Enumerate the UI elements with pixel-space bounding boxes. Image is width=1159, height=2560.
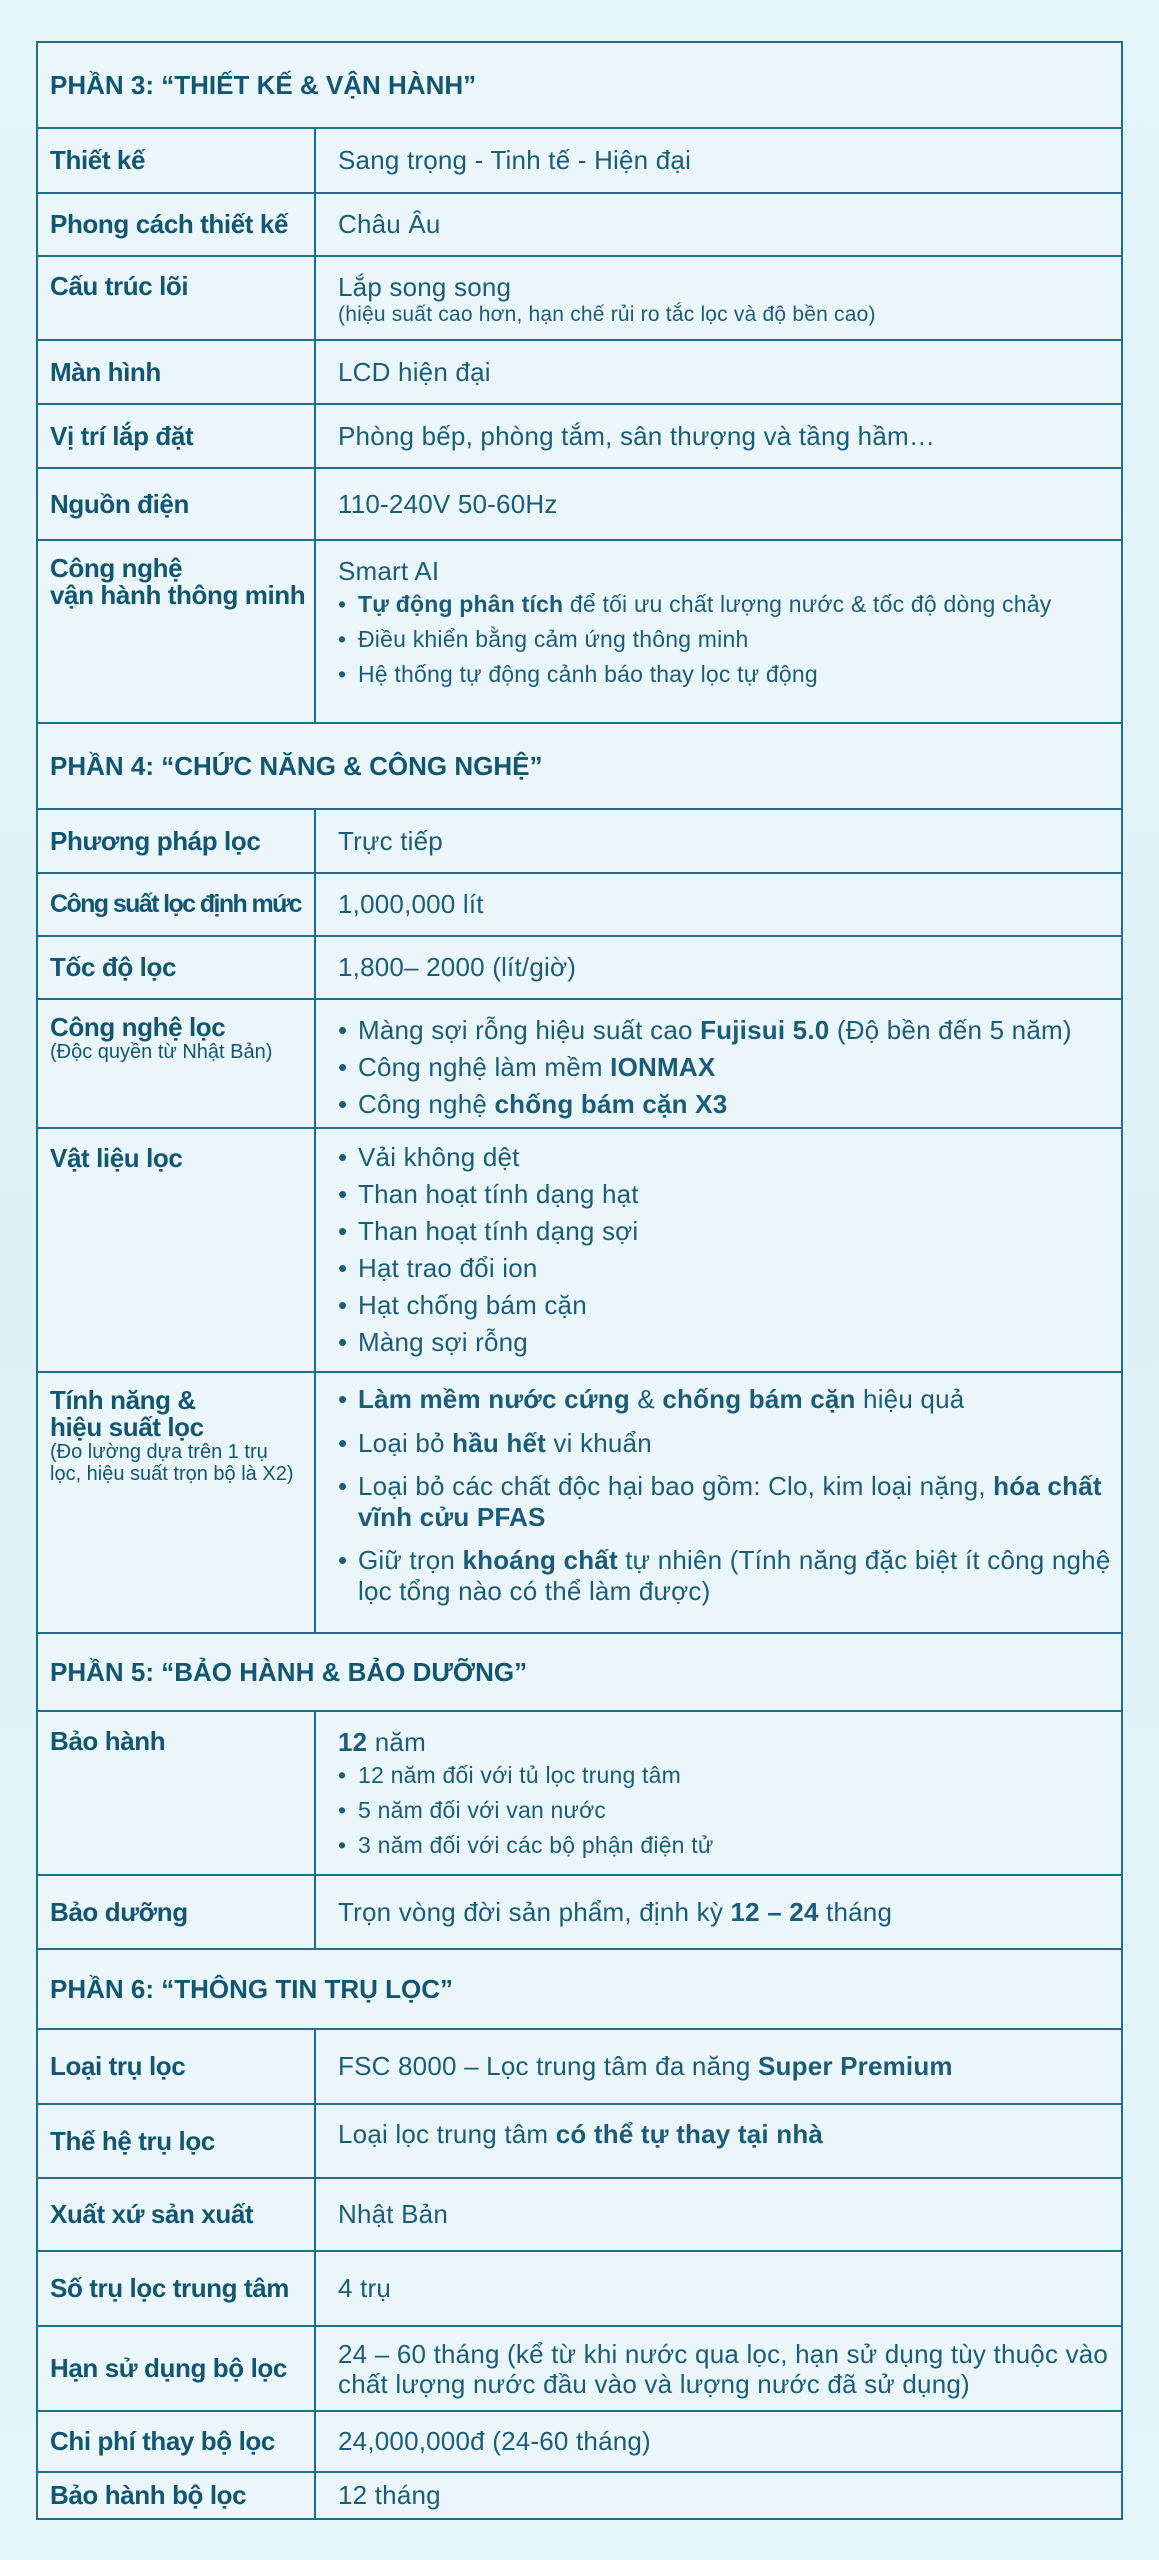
tech-bullets xyxy=(338,1012,1113,1123)
spec-row-generation xyxy=(38,2105,1121,2179)
spec-row-count xyxy=(38,2252,1121,2327)
smart-bullets xyxy=(338,587,1113,692)
spec-table xyxy=(36,41,1123,2520)
list-item: • Hạt chống bám cặn xyxy=(338,1287,1113,1324)
smart-label-line1: Công nghệ xyxy=(50,553,183,583)
bold-text: có thể tự thay tại nhà xyxy=(555,2119,824,2149)
spec-label: Nguồn điện xyxy=(38,469,316,539)
text: Trọn vòng đời sản phẩm, định kỳ xyxy=(338,1896,731,1927)
spec-label: Công suất lọc định mức xyxy=(38,874,316,935)
section-4-header xyxy=(38,724,1121,810)
list-item: • Than hoạt tính dạng hạt xyxy=(338,1176,1113,1213)
spec-label: Thiết kế xyxy=(38,129,316,192)
list-item: • Vải không dệt xyxy=(338,1139,1113,1176)
spec-label: Tốc độ lọc xyxy=(38,937,316,998)
spec-label: Vị trí lắp đặt xyxy=(38,405,316,467)
spec-value: 24 – 60 tháng (kể từ khi nước qua lọc, hạn sử dụng tùy thuộc vào chất lượng nước đầu vào và lượng nước đã sử dụng) xyxy=(338,2338,1109,2399)
spec-row-smart xyxy=(38,541,1121,724)
spec-row-power xyxy=(38,469,1121,541)
text: tháng xyxy=(818,1896,893,1927)
spec-value: Nhật Bản xyxy=(338,2199,449,2229)
text: Giữ trọn xyxy=(358,1545,463,1575)
spec-value xyxy=(338,1129,1113,1371)
spec-row-maintenance xyxy=(38,1876,1121,1950)
spec-value: 12 tháng xyxy=(338,2480,441,2510)
bold-text: khoáng chất xyxy=(462,1545,618,1575)
spec-value: Châu Âu xyxy=(338,209,441,239)
smart-value: Smart AI xyxy=(338,556,440,586)
spec-label: Bảo hành xyxy=(38,1712,316,1874)
spec-value xyxy=(338,2105,1113,2177)
spec-value: 110-240V 50-60Hz xyxy=(338,488,558,519)
bold-text: 12 xyxy=(338,1727,368,1757)
section-6-header xyxy=(38,1950,1121,2030)
text: để tối ưu chất lượng nước & tốc độ dòng chảy xyxy=(563,591,1052,617)
bold-text: hóa chất vĩnh cửu PFAS xyxy=(358,1471,1102,1532)
spec-value xyxy=(338,257,1113,339)
features-sub: (Đo lường dựa trên 1 trụ lọc, hiệu suất trọn bộ là X2) xyxy=(50,1441,294,1485)
spec-row-lifetime xyxy=(38,2327,1121,2412)
text: Công nghệ xyxy=(358,1089,495,1119)
spec-row-capacity xyxy=(38,874,1121,937)
spec-value xyxy=(338,1373,1113,1632)
bold-text: chống bám cặn xyxy=(662,1384,856,1414)
spec-row-cost xyxy=(38,2412,1121,2473)
section-5-title: PHẦN 5: “BẢO HÀNH & BẢO DƯỠNG” xyxy=(50,1656,528,1687)
section-4-title: PHẦN 4: “CHỨC NĂNG & CÔNG NGHỆ” xyxy=(50,750,543,781)
text: tự nhiên (Tính năng đặc biệt ít công nghệ lọc tổng nào có thể làm được) xyxy=(358,1545,1111,1606)
tech-sub: (Độc quyền từ Nhật Bản) xyxy=(50,1041,273,1063)
core-note: (hiệu suất cao hơn, hạn chế rủi ro tắc lọc và độ bền cao) xyxy=(338,303,876,326)
list-item xyxy=(338,1086,1113,1123)
spec-row-tech xyxy=(38,1000,1121,1129)
bold-text: IONMAX xyxy=(610,1052,716,1082)
list-item: • Than hoạt tính dạng sợi xyxy=(338,1213,1113,1250)
spec-row-method xyxy=(38,810,1121,874)
text: Loại lọc trung tâm xyxy=(338,2119,556,2149)
list-item: • 5 năm đối với van nước xyxy=(338,1793,1113,1828)
spec-row-design xyxy=(38,129,1121,194)
list-item: • Điều khiển bằng cảm ứng thông minh xyxy=(338,622,1113,657)
spec-label: Bảo dưỡng xyxy=(38,1876,316,1948)
spec-label: Phương pháp lọc xyxy=(38,810,316,872)
list-item xyxy=(338,587,1113,622)
spec-label xyxy=(38,541,316,722)
list-item: • Màng sợi rỗng xyxy=(338,1324,1113,1361)
spec-row-filter-type xyxy=(38,2030,1121,2105)
text: hiệu quả xyxy=(855,1384,965,1414)
spec-value xyxy=(338,1000,1113,1127)
text: Loại bỏ xyxy=(358,1428,453,1458)
text: vi khuẩn xyxy=(545,1428,652,1458)
spec-value: 1,000,000 lít xyxy=(338,889,484,919)
spec-row-features xyxy=(38,1373,1121,1634)
list-item xyxy=(338,1049,1113,1086)
spec-value xyxy=(338,1876,1113,1948)
spec-value: 1,800– 2000 (lít/giờ) xyxy=(338,952,577,982)
spec-value xyxy=(338,1712,1113,1874)
spec-label: Loại trụ lọc xyxy=(38,2030,316,2103)
list-item: • Hạt trao đổi ion xyxy=(338,1250,1113,1287)
spec-label: Phong cách thiết kế xyxy=(38,194,316,255)
bold-text: Tự động phân tích xyxy=(358,591,564,617)
spec-label: Chi phí thay bộ lọc xyxy=(38,2412,316,2471)
spec-value: Sang trọng - Tinh tế - Hiện đại xyxy=(338,145,692,175)
features-list xyxy=(338,1383,1113,1607)
spec-row-style xyxy=(38,194,1121,257)
spec-value: Phòng bếp, phòng tắm, sân thượng và tầng hầm… xyxy=(338,420,936,451)
list-item: • 12 năm đối với tủ lọc trung tâm xyxy=(338,1758,1113,1793)
warranty-list xyxy=(338,1758,1113,1863)
text: & xyxy=(629,1384,663,1414)
spec-value xyxy=(338,541,1113,722)
list-item xyxy=(338,1427,1113,1459)
section-3-title: PHẦN 3: “THIẾT KẾ & VẬN HÀNH” xyxy=(50,69,477,100)
spec-label: Số trụ lọc trung tâm xyxy=(38,2252,316,2325)
bold-text: 12 – 24 xyxy=(730,1896,819,1927)
bold-text: Làm mềm nước cứng xyxy=(358,1384,630,1414)
spec-label: Vật liệu lọc xyxy=(38,1129,316,1371)
text: (Độ bền đến 5 năm) xyxy=(829,1015,1072,1045)
bold-text: Fujisui 5.0 xyxy=(700,1015,830,1045)
spec-row-warranty xyxy=(38,1712,1121,1876)
smart-label-line2: vận hành thông minh xyxy=(50,580,306,610)
text: năm xyxy=(367,1727,426,1757)
text: Màng sợi rỗng hiệu suất cao xyxy=(358,1015,701,1045)
spec-row-filter-warranty xyxy=(38,2473,1121,2518)
section-6-title: PHẦN 6: “THÔNG TIN TRỤ LỌC” xyxy=(50,1973,453,2004)
spec-row-speed xyxy=(38,937,1121,1000)
spec-value xyxy=(338,2030,1113,2103)
text: Công nghệ làm mềm xyxy=(358,1052,611,1082)
features-label-line1: Tính năng & xyxy=(50,1385,196,1415)
warranty-value xyxy=(338,1726,1113,1758)
spec-label: Cấu trúc lõi xyxy=(38,257,316,339)
section-3-header xyxy=(38,43,1121,129)
spec-row-core xyxy=(38,257,1121,341)
spec-label: Thế hệ trụ lọc xyxy=(38,2105,316,2177)
spec-label xyxy=(38,1000,316,1127)
list-item xyxy=(338,1012,1113,1049)
spec-value: LCD hiện đại xyxy=(338,356,491,387)
spec-label: Xuất xứ sản xuất xyxy=(38,2179,316,2250)
spec-label: Màn hình xyxy=(38,341,316,403)
spec-label: Hạn sử dụng bộ lọc xyxy=(38,2327,316,2410)
spec-label xyxy=(38,1373,316,1632)
list-item xyxy=(338,1545,1113,1607)
features-label-line2: hiệu suất lọc xyxy=(50,1412,204,1442)
list-item: • Hệ thống tự động cảnh báo thay lọc tự động xyxy=(338,657,1113,692)
spec-row-screen xyxy=(38,341,1121,405)
spec-label: Bảo hành bộ lọc xyxy=(38,2473,316,2518)
bold-text: Super Premium xyxy=(757,2051,953,2081)
spec-row-origin xyxy=(38,2179,1121,2252)
spec-value: 4 trụ xyxy=(338,2273,392,2303)
tech-label: Công nghệ lọc xyxy=(50,1012,226,1042)
list-item xyxy=(338,1383,1113,1415)
spec-row-materials xyxy=(38,1129,1121,1373)
spec-row-location xyxy=(38,405,1121,469)
list-item xyxy=(338,1471,1113,1533)
spec-value: Trực tiếp xyxy=(338,825,443,856)
section-5-header xyxy=(38,1634,1121,1712)
bold-text: chống bám cặn X3 xyxy=(494,1089,728,1119)
materials-list xyxy=(338,1139,1113,1361)
text: Loại bỏ các chất độc hại bao gồm: Clo, kim loại nặng, xyxy=(358,1471,994,1501)
bold-text: hầu hết xyxy=(452,1428,546,1458)
core-value: Lắp song song xyxy=(338,272,512,302)
text: FSC 8000 – Lọc trung tâm đa năng xyxy=(338,2051,758,2081)
list-item: • 3 năm đối với các bộ phận điện tử xyxy=(338,1828,1113,1863)
spec-value: 24,000,000đ (24-60 tháng) xyxy=(338,2426,651,2456)
